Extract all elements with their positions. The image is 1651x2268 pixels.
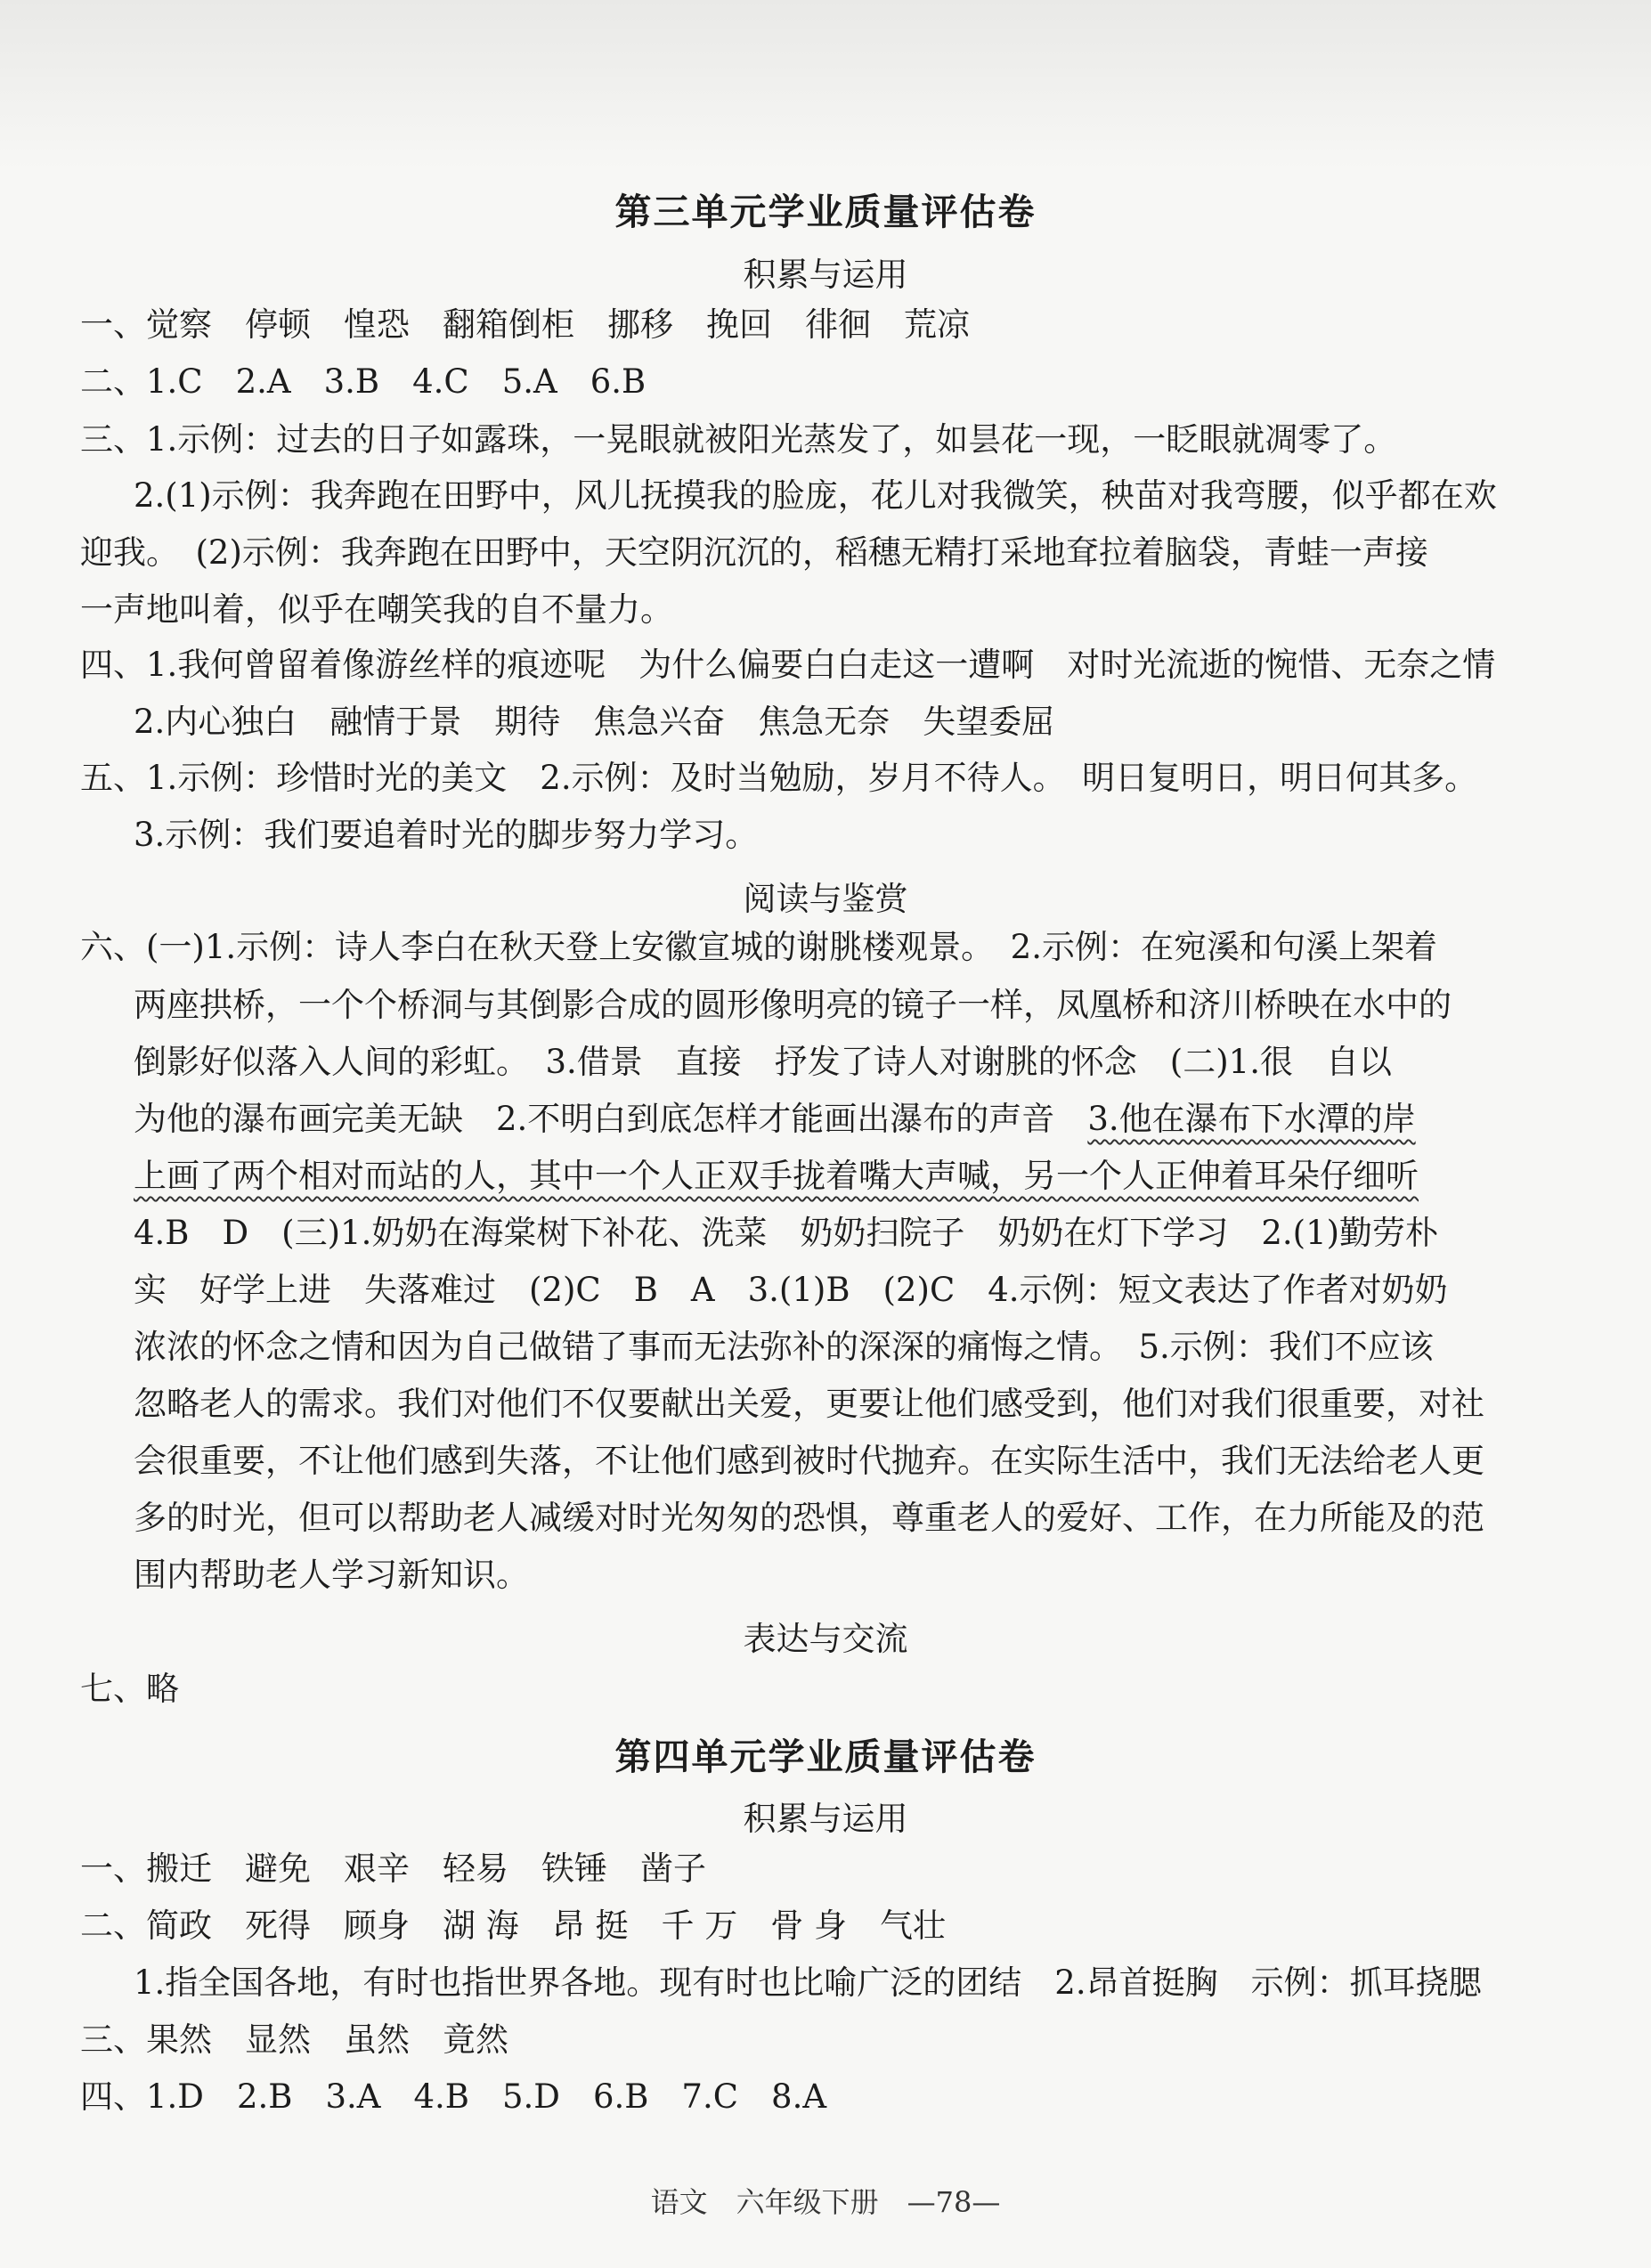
- unit3-answer-3-2c: 一声地叫着，似乎在嘲笑我的自不量力。: [80, 590, 673, 629]
- unit3-answer-1: 一、觉察 停顿 惶恐 翻箱倒柜 挪移 挽回 徘徊 荒凉: [80, 305, 970, 344]
- unit3-answer-5: 五、1.示例：珍惜时光的美文 2.示例：及时当勉励，岁月不待人。 明日复明日，明日何其多。: [80, 759, 1478, 797]
- unit4-answer-2-1: 1.指全国各地，有时也指世界各地。现有时也比喻广泛的团结 2.昂首挺胸 示例：抓耳挠腮: [134, 1963, 1482, 2002]
- unit3-reading-1: 六、(一)1.示例：诗人李白在秋天登上安徽宣城的谢朓楼观景。 2.示例：在宛溪和句溪上架着: [80, 928, 1437, 966]
- unit3-reading-6: 4.B D (三)1.奶奶在海棠树下补花、洗菜 奶奶扫院子 奶奶在灯下学习 2.(1)勤劳朴: [134, 1214, 1439, 1252]
- unit3-reading-10: 会很重要，不让他们感到失落，不让他们感到被时代抛弃。在实际生活中，我们无法给老人更: [134, 1442, 1484, 1480]
- reading-4-underlined: 3.他在瀑布下水潭的岸: [1087, 1100, 1416, 1138]
- unit3-reading-7: 实 好学上进 失落难过 (2)C B A 3.(1)B (2)C 4.示例：短文表达了作者对奶奶: [134, 1271, 1448, 1309]
- unit3-section-reading: 阅读与鉴赏: [743, 880, 908, 918]
- page-footer: 语文 六年级下册 —78—: [650, 2185, 1001, 2219]
- unit4-section-accumulation: 积累与运用: [743, 1800, 908, 1838]
- unit3-answer-4-2: 2.内心独白 融情于景 期待 焦急兴奋 焦急无奈 失望委屈: [134, 703, 1055, 741]
- unit4-answer-1: 一、搬迁 避免 艰辛 轻易 铁锤 凿子: [80, 1849, 706, 1888]
- unit3-title: 第三单元学业质量评估卷: [614, 191, 1037, 233]
- unit3-reading-2: 两座拱桥，一个个桥洞与其倒影合成的圆形像明亮的镜子一样，凤凰桥和济川桥映在水中的: [134, 986, 1452, 1024]
- unit4-answer-4: 四、1.D 2.B 3.A 4.B 5.D 6.B 7.C 8.A: [80, 2077, 827, 2116]
- unit3-answer-2: 二、1.C 2.A 3.B 4.C 5.A 6.B: [80, 362, 647, 401]
- unit3-answer-3-2b: 迎我。 (2)示例：我奔跑在田野中，天空阴沉沉的，稻穗无精打采地耷拉着脑袋，青蛙一声接: [80, 533, 1428, 572]
- unit4-answer-2: 二、简政 死得 顾身 湖 海 昂 挺 千 万 骨 身 气壮: [80, 1906, 947, 1945]
- unit3-reading-9: 忽略老人的需求。我们对他们不仅要献出关爱，更要让他们感受到，他们对我们很重要，对社: [134, 1385, 1484, 1423]
- unit3-reading-3: 倒影好似落入人间的彩虹。 3.借景 直接 抒发了诗人对谢朓的怀念 (二)1.很 自以: [134, 1043, 1392, 1081]
- unit4-title: 第四单元学业质量评估卷: [614, 1736, 1037, 1778]
- unit3-reading-11: 多的时光，但可以帮助老人减缓对时光匆匆的恐惧，尊重老人的爱好、工作，在力所能及的范: [134, 1499, 1484, 1537]
- unit3-answer-3: 三、1.示例：过去的日子如露珠，一晃眼就被阳光蒸发了，如昙花一现，一眨眼就凋零了。: [80, 420, 1397, 459]
- unit4-answer-3: 三、果然 显然 虽然 竟然: [80, 2020, 508, 2059]
- unit3-reading-4: [134, 1093, 1416, 1145]
- unit3-reading-12: 围内帮助老人学习新知识。: [134, 1556, 529, 1594]
- unit3-answer-7: 七、略: [80, 1670, 179, 1708]
- unit3-answer-5-3: 3.示例：我们要追着时光的脚步努力学习。: [134, 816, 759, 854]
- unit3-section-accumulation: 积累与运用: [743, 256, 908, 294]
- scan-shadow-band: [0, 0, 1651, 169]
- unit3-section-expression: 表达与交流: [743, 1620, 908, 1658]
- unit3-reading-5: 上画了两个相对而站的人，其中一个人正双手拢着嘴大声喊，另一个人正伸着耳朵仔细听: [134, 1157, 1419, 1195]
- unit3-answer-3-2a: 2.(1)示例：我奔跑在田野中，风儿抚摸我的脸庞，花儿对我微笑，秧苗对我弯腰，似乎都在欢: [134, 476, 1497, 515]
- reading-4-text: 为他的瀑布画完美无缺 2.不明白到底怎样才能画出瀑布的声音: [134, 1100, 1088, 1138]
- unit3-answer-4: 四、1.我何曾留着像游丝样的痕迹呢 为什么偏要白白走这一遭啊 对时光流逝的惋惜、无奈之情: [80, 646, 1496, 684]
- unit3-reading-8: 浓浓的怀念之情和因为自己做错了事而无法弥补的深深的痛悔之情。 5.示例：我们不应该: [134, 1328, 1434, 1366]
